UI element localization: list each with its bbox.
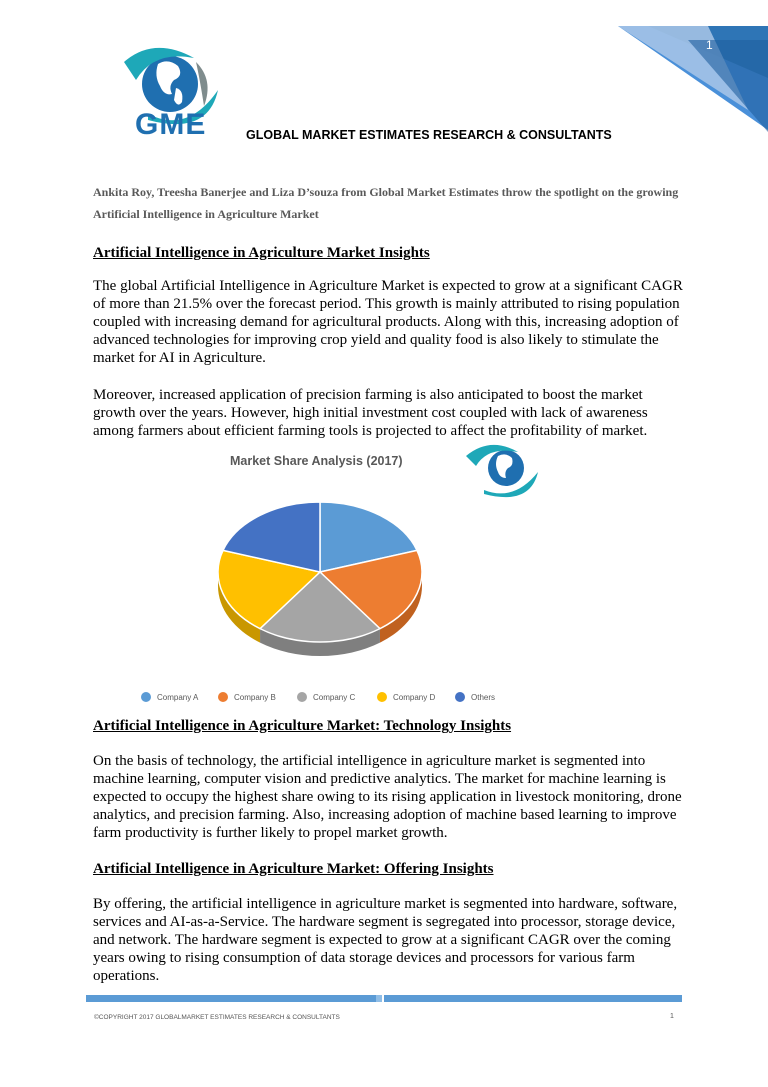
gme-logo-text: GME xyxy=(135,108,207,141)
company-title: GLOBAL MARKET ESTIMATES RESEARCH & CONSULTANTS xyxy=(246,128,612,142)
legend-marker-company-a xyxy=(141,692,151,702)
legend-marker-company-d xyxy=(377,692,387,702)
legend-label-company-c: Company C xyxy=(313,693,356,702)
legend-marker-company-c xyxy=(297,692,307,702)
paragraph-offering: By offering, the artificial intelligence in agriculture market is segmented into hardware, software, services and AI-as-a-Service. The hardware segment is segregated into processor, storage device, and network. The hardware segment is expected to grow at a significant CAGR over the coming years owing to rising consumption of data storage devices and processors for various farm operations. xyxy=(93,896,678,984)
section-heading-technology-insights: Artificial Intelligence in Agriculture Market: Technology Insights xyxy=(93,718,512,734)
page-number-top: 1 xyxy=(706,38,713,52)
footer-page-number: 1 xyxy=(670,1013,674,1020)
legend-marker-company-b xyxy=(218,692,228,702)
legend-label-others: Others xyxy=(471,693,496,702)
corner-decoration xyxy=(588,0,768,132)
footer-copyright: ©COPYRIGHT 2017 GLOBALMARKET ESTIMATES RESEARCH & CONSULTANTS xyxy=(94,1014,340,1021)
paragraph-technology: On the basis of technology, the artificial intelligence in agriculture market is segmented into machine learning, computer vision and predictive analytics. The market for machine learning is expected to occupy the highest share owing to its rising application in livestock monitoring, drone analytics, and precision farming. Also, increasing adoption of machine based learning to improve farm productivity is further likely to propel market growth. xyxy=(93,753,682,841)
legend-label-company-a: Company A xyxy=(157,693,199,702)
chart-watermark-logo-icon xyxy=(462,440,552,498)
legend-label-company-b: Company B xyxy=(234,693,276,702)
chart-title: Market Share Analysis (2017) xyxy=(230,454,403,468)
legend-label-company-d: Company D xyxy=(393,693,436,702)
footer-bar xyxy=(86,995,682,1002)
section-heading-market-insights: Artificial Intelligence in Agriculture Market Insights xyxy=(93,245,430,261)
author-byline: Ankita Roy, Treesha Banerjee and Liza D’souza from Global Market Estimates throw the spotlight on the growing Artificial Intelligence in Agriculture Market xyxy=(93,185,679,221)
paragraph-precision-farming: Moreover, increased application of precision farming is also anticipated to boost the market growth over the years. However, high initial investment cost coupled with lack of awareness among farmers about efficient farming tools is projected to affect the profitability of market. xyxy=(93,387,648,439)
section-heading-offering-insights: Artificial Intelligence in Agriculture Market: Offering Insights xyxy=(93,861,494,877)
paragraph-market-growth: The global Artificial Intelligence in Agriculture Market is expected to grow at a significant CAGR of more than 21.5% over the forecast period. This growth is mainly attributed to rising population coupled with increasing demand for agricultural products. Along with this, increasing adoption of advanced technologies for improving crop yield and quality food is also likely to stimulate the market for AI in Agriculture. xyxy=(93,278,683,366)
legend-marker-others xyxy=(455,692,465,702)
